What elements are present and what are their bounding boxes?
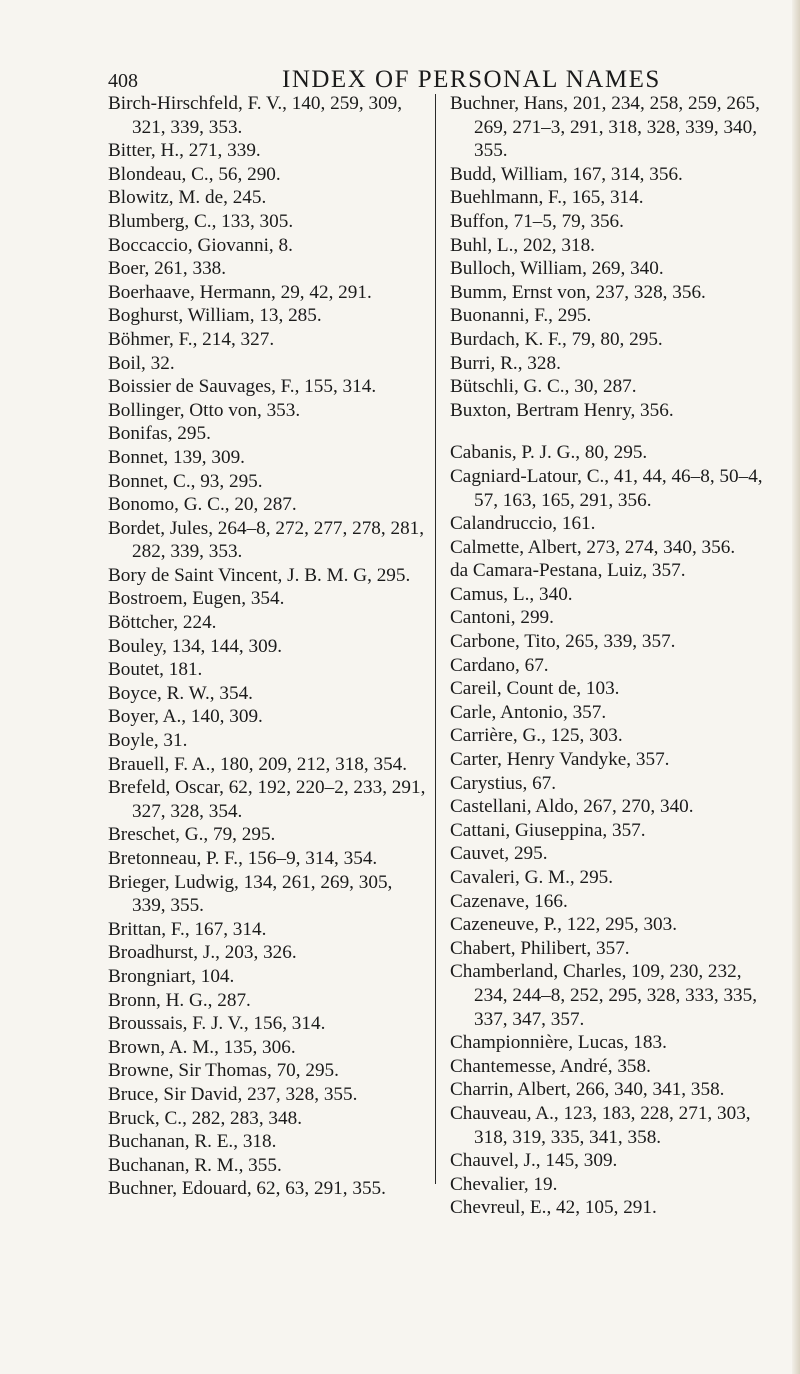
- index-entry: Cauvet, 295.: [450, 843, 548, 865]
- index-entry: Bumm, Ernst von, 237, 328, 356.: [450, 281, 706, 303]
- index-entry: Cabanis, P. J. G., 80, 295.: [450, 442, 648, 464]
- index-entry: Boerhaave, Hermann, 29, 42, 291.: [108, 281, 372, 303]
- index-section-b: [450, 92, 768, 422]
- index-entry: Breschet, G., 79, 295.: [108, 824, 276, 846]
- index-column-right: [450, 92, 768, 1220]
- index-entry: Carbone, Tito, 265, 339, 357.: [450, 631, 676, 653]
- index-entry: Careil, Count de, 103.: [450, 678, 620, 700]
- index-entry: Bretonneau, P. F., 156–9, 314, 354.: [108, 848, 378, 869]
- index-entry: Championnière, Lucas, 183.: [450, 1032, 667, 1054]
- index-entry: Burri, R., 328.: [450, 352, 561, 374]
- index-entry: Boissier de Sauvages, F., 155, 314.: [108, 376, 377, 398]
- index-entry: Budd, William, 167, 314, 356.: [450, 163, 683, 185]
- index-entry: Brittan, F., 167, 314.: [108, 918, 267, 940]
- index-entry: Brauell, F. A., 180, 209, 212, 318, 354.: [108, 753, 408, 775]
- index-entry: Castellani, Aldo, 267, 270, 340.: [450, 796, 694, 818]
- index-entry: Böhmer, F., 214, 327.: [108, 328, 275, 350]
- index-entry: Brown, A. M., 135, 306.: [108, 1036, 296, 1058]
- index-entry: Cazeneuve, P., 122, 295, 303.: [450, 914, 678, 936]
- index-entry: Chauveau, A., 123, 183, 228, 271, 303, 318, 319, 335, 341, 358.: [450, 1102, 751, 1148]
- index-entry: Bonifas, 295.: [108, 423, 211, 445]
- index-entry: Bruce, Sir David, 237, 328, 355.: [108, 1083, 358, 1105]
- index-entry: Boccaccio, Giovanni, 8.: [108, 234, 293, 256]
- index-entry: Broadhurst, J., 203, 326.: [108, 942, 297, 964]
- index-entry: Calandruccio, 161.: [450, 513, 596, 535]
- index-entry: Cardano, 67.: [450, 654, 549, 676]
- index-entry: Boil, 32.: [108, 352, 175, 374]
- index-entry: Calmette, Albert, 273, 274, 340, 356.: [450, 536, 736, 558]
- index-entry: Bonomo, G. C., 20, 287.: [108, 494, 297, 516]
- index-entry: Chabert, Philibert, 357.: [450, 937, 630, 959]
- column-divider: [435, 94, 436, 1184]
- page-edge-shadow: [792, 0, 800, 1374]
- index-entry: Birch-Hirschfeld, F. V., 140, 259, 309, 321, 339, 353.: [108, 93, 403, 138]
- index-entry: Chevalier, 19.: [450, 1173, 558, 1195]
- index-column-left: [108, 92, 428, 1201]
- index-entry: Boyce, R. W., 354.: [108, 682, 253, 704]
- index-entry: Chamberland, Charles, 109, 230, 232, 234, 244–8, 252, 295, 328, 333, 335, 337, 347, 357.: [450, 961, 758, 1030]
- index-entry: Buehlmann, F., 165, 314.: [450, 187, 644, 209]
- index-entry: Buchner, Hans, 201, 234, 258, 259, 265, 269, 271–3, 291, 318, 328, 339, 340, 355.: [450, 93, 760, 162]
- index-entry: Bordet, Jules, 264–8, 272, 277, 278, 281, 282, 339, 353.: [108, 517, 425, 563]
- index-entry: Cantoni, 299.: [450, 607, 554, 629]
- index-entry: Blumberg, C., 133, 305.: [108, 210, 294, 232]
- index-entry: Carter, Henry Vandyke, 357.: [450, 749, 670, 771]
- index-entry: Chantemesse, André, 358.: [450, 1055, 651, 1077]
- index-entry: Burdach, K. F., 79, 80, 295.: [450, 328, 663, 350]
- index-entry: Camus, L., 340.: [450, 583, 573, 605]
- index-entry: Carystius, 67.: [450, 772, 557, 794]
- index-entry: da Camara-Pestana, Luiz, 357.: [450, 560, 686, 582]
- index-entry: Buonanni, F., 295.: [450, 305, 592, 327]
- index-entry: Chauvel, J., 145, 309.: [450, 1150, 618, 1172]
- index-entry: Buchner, Edouard, 62, 63, 291, 355.: [108, 1178, 386, 1200]
- index-entry: Boyle, 31.: [108, 730, 188, 752]
- index-entry: Bostroem, Eugen, 354.: [108, 588, 285, 610]
- index-entry: Buhl, L., 202, 318.: [450, 234, 595, 256]
- section-gap: [450, 422, 768, 441]
- index-entry: Cattani, Giuseppina, 357.: [450, 819, 646, 841]
- index-entry: Buchanan, R. M., 355.: [108, 1154, 282, 1176]
- index-entry: Bütschli, G. C., 30, 287.: [450, 376, 637, 398]
- index-entry: Browne, Sir Thomas, 70, 295.: [108, 1060, 339, 1082]
- index-section-c: [450, 441, 768, 1220]
- index-entry: Carle, Antonio, 357.: [450, 701, 607, 723]
- index-entry: Brongniart, 104.: [108, 965, 235, 987]
- index-entry: Brieger, Ludwig, 134, 261, 269, 305, 339, 355.: [108, 871, 393, 917]
- index-entry: Boer, 261, 338.: [108, 258, 227, 280]
- index-entry: Charrin, Albert, 266, 340, 341, 358.: [450, 1079, 725, 1101]
- index-entry: Boutet, 181.: [108, 659, 203, 681]
- index-entry: Carrière, G., 125, 303.: [450, 725, 623, 747]
- index-entry: Cazenave, 166.: [450, 890, 568, 912]
- index-entry: Bitter, H., 271, 339.: [108, 140, 261, 162]
- index-entry: Buchanan, R. E., 318.: [108, 1131, 277, 1153]
- index-entry: Broussais, F. J. V., 156, 314.: [108, 1013, 326, 1035]
- index-entry: Cavaleri, G. M., 295.: [450, 867, 614, 888]
- index-entry: Boghurst, William, 13, 285.: [108, 305, 322, 327]
- index-entry: Boyer, A., 140, 309.: [108, 706, 263, 728]
- index-entry: Brefeld, Oscar, 62, 192, 220–2, 233, 291, 327, 328, 354.: [108, 777, 426, 822]
- index-entry: Blowitz, M. de, 245.: [108, 187, 267, 209]
- index-entry: Bonnet, C., 93, 295.: [108, 470, 263, 492]
- index-entry: Böttcher, 224.: [108, 612, 217, 634]
- index-entry: Bonnet, 139, 309.: [108, 446, 245, 468]
- index-entry: Cagniard-Latour, C., 41, 44, 46–8, 50–4, 57, 163, 165, 291, 356.: [450, 465, 763, 511]
- index-entry: Bollinger, Otto von, 353.: [108, 399, 301, 421]
- index-entry: Bory de Saint Vincent, J. B. M. G, 295.: [108, 564, 411, 586]
- index-entry: Buffon, 71–5, 79, 356.: [450, 210, 624, 232]
- index-entry: Blondeau, C., 56, 290.: [108, 163, 281, 185]
- index-entry: Bronn, H. G., 287.: [108, 989, 251, 1011]
- index-entry: Buxton, Bertram Henry, 356.: [450, 399, 674, 421]
- index-entry: Chevreul, E., 42, 105, 291.: [450, 1197, 657, 1219]
- index-entry: Bulloch, William, 269, 340.: [450, 258, 664, 280]
- index-entry: Bouley, 134, 144, 309.: [108, 635, 283, 657]
- index-entry: Bruck, C., 282, 283, 348.: [108, 1107, 303, 1129]
- running-head-title: INDEX OF PERSONAL NAMES: [282, 66, 661, 93]
- page-number: 408: [108, 70, 138, 92]
